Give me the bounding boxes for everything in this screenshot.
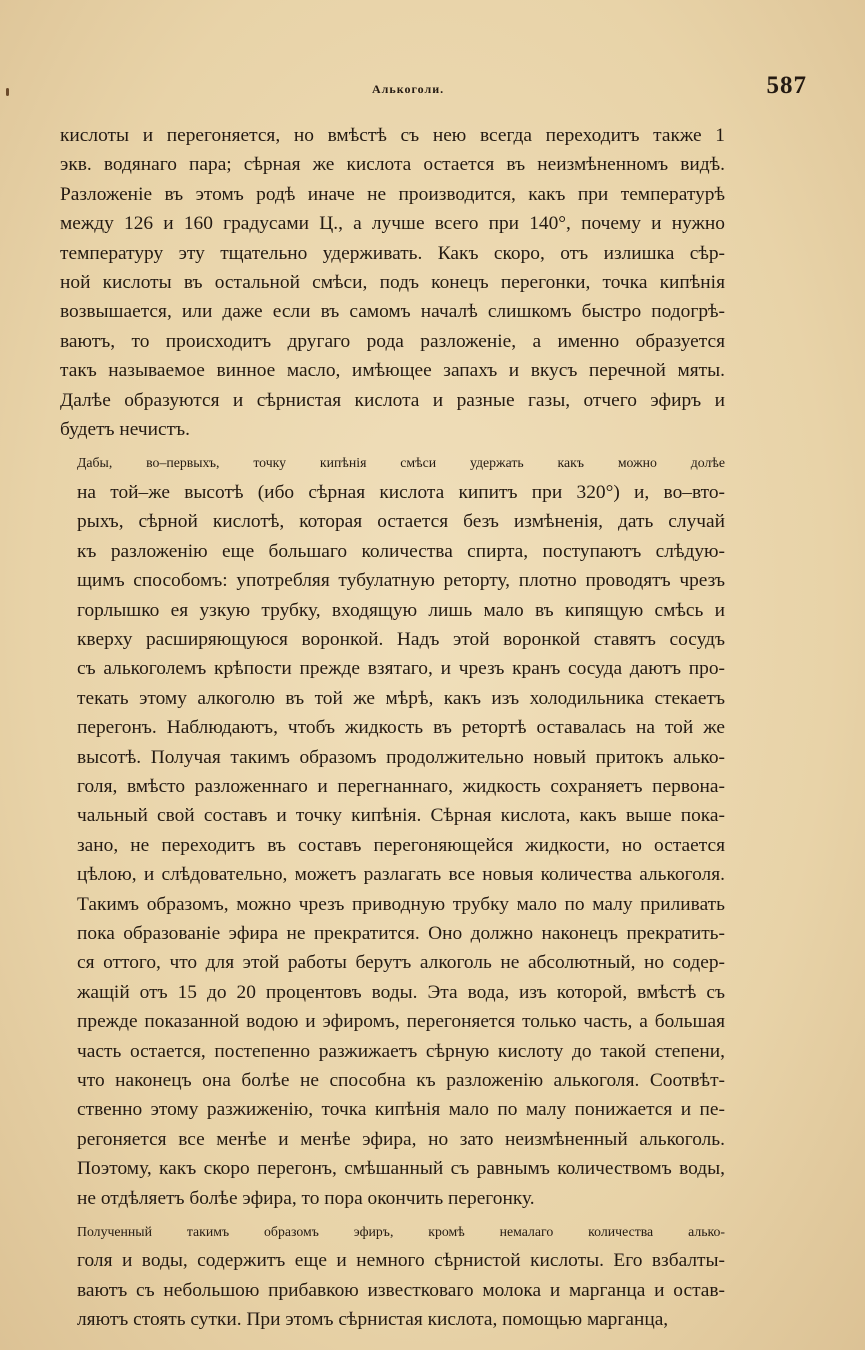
paragraph (60, 448, 725, 1213)
text-line: Полученный такимъ образомъ эфиръ, кромѣ немалаго количества алько- (77, 1224, 725, 1240)
running-title: Алькоголи. (372, 82, 445, 96)
text-line: ственно этому разжиженію, точка кипѣнія мало по малу понижается и пе- (77, 1099, 725, 1121)
body-text (60, 121, 725, 1335)
text-line: пока образованіе эфира не прекратится. Оно должно наконецъ прекратить- (77, 922, 725, 944)
text-line: жащій отъ 15 до 20 процентовъ воды. Эта вода, изъ которой, вмѣстѣ съ (77, 981, 725, 1003)
text-line: голя и воды, содержитъ еще и немного сѣрнистой кислоты. Его взбалты- (77, 1250, 725, 1272)
text-line: кислоты и перегоняется, но вмѣстѣ съ нею всегда переходитъ также 1 (60, 125, 725, 146)
text-line: будетъ нечистъ. (60, 419, 191, 441)
text-line: Дабы, во–первыхъ, точку кипѣнія смѣси удержать какъ можно долѣе (77, 455, 725, 471)
text-line: зано, не переходитъ въ составъ перегоняющейся жидкости, но остается (77, 834, 725, 856)
text-line: часть остается, постепенно разжижаетъ сѣрную кислоту до такой степени, (77, 1040, 725, 1062)
text-line: высотѣ. Получая такимъ образомъ продолжительно новый притокъ алько- (77, 746, 725, 768)
text-line: ваютъ, то происходитъ другаго рода разложеніе, а именно образуется (60, 330, 725, 352)
text-line: что наконецъ она болѣе не способна къ разложенію алькоголя. Соотвѣт- (77, 1070, 725, 1091)
text-line: Разложеніе въ этомъ родѣ иначе не производится, какъ при температурѣ (60, 183, 725, 205)
text-line: температуру эту тщательно удерживать. Какъ скоро, отъ излишка сѣр- (60, 242, 725, 264)
text-line: кверху расширяющуюся воронкой. Надъ этой воронкой ставятъ сосудъ (77, 628, 725, 650)
text-line: ной кислоты въ остальной смѣси, подъ конецъ перегонки, точка кипѣнія (60, 272, 725, 294)
text-line: ся оттого, что для этой работы берутъ алкоголь не абсолютный, но содер- (77, 952, 725, 974)
paragraph (60, 1217, 725, 1335)
text-line: Поэтому, какъ скоро перегонъ, смѣшанный съ равнымъ количествомъ воды, (77, 1158, 725, 1180)
text-line: цѣлою, и слѣдовательно, можетъ разлагать все новыя количества алькоголя. (77, 864, 725, 886)
text-line: на той–же высотѣ (ибо сѣрная кислота кипитъ при 320°) и, во–вто- (77, 481, 725, 503)
text-line: возвышается, или даже если въ самомъ началѣ слишкомъ быстро подогрѣ- (60, 301, 725, 323)
text-line: текать этому алкоголю въ той же мѣрѣ, какъ изъ холодильника стекаетъ (77, 687, 725, 709)
text-line: къ разложенію еще большаго количества спирта, поступаютъ слѣдую- (77, 540, 725, 562)
text-line: не отдѣляетъ болѣе эфира, то пора окончить перегонку. (77, 1187, 535, 1209)
text-line: щимъ способомъ: употребляя тубулатную реторту, плотно проводятъ чрезъ (77, 570, 725, 592)
text-line: чальный свой составъ и точку кипѣнія. Сѣрная кислота, какъ выше пока- (77, 805, 725, 827)
text-line: экв. водянаго пара; сѣрная же кислота остается въ неизмѣненномъ видѣ. (60, 154, 725, 176)
text-line: такъ называемое винное масло, имѣющее запахъ и вкусъ перечной мяты. (60, 360, 725, 382)
paragraph (60, 121, 725, 444)
text-line: голя, вмѣсто разложеннаго и перегнаннаго, жидкость сохраняетъ первона- (77, 775, 725, 797)
text-line: ляютъ стоять сутки. При этомъ сѣрнистая кислота, помощью марганца, (77, 1309, 669, 1331)
text-line: перегонъ. Наблюдаютъ, чтобъ жидкость въ ретортѣ оставалась на той же (77, 717, 725, 739)
text-line: между 126 и 160 градусами Ц., а лучше всего при 140°, почему и нужно (60, 213, 725, 235)
text-line: съ алькоголемъ крѣпости прежде взятаго, и чрезъ кранъ сосуда даютъ про- (77, 658, 725, 680)
text-line: рыхъ, сѣрной кислотѣ, которая остается безъ измѣненія, дать случай (77, 511, 725, 533)
text-line: регоняется все менѣе и менѣе эфира, но зато неизмѣненный алькоголь. (77, 1128, 725, 1150)
page-edge-mark (6, 88, 9, 96)
page-header (60, 72, 807, 106)
text-line: прежде показанной водою и эфиромъ, перегоняется только часть, а большая (77, 1011, 725, 1033)
text-line: ваютъ съ небольшою прибавкою известковаго молока и марганца и остав- (77, 1279, 725, 1301)
text-line: Такимъ образомъ, можно чрезъ приводную трубку мало по малу приливать (77, 893, 725, 915)
page-number: 587 (766, 72, 807, 99)
text-line: Далѣе образуются и сѣрнистая кислота и разные газы, отчего эфиръ и (60, 389, 725, 411)
text-line: горлышко ея узкую трубку, входящую лишь мало въ кипящую смѣсь и (77, 599, 725, 621)
